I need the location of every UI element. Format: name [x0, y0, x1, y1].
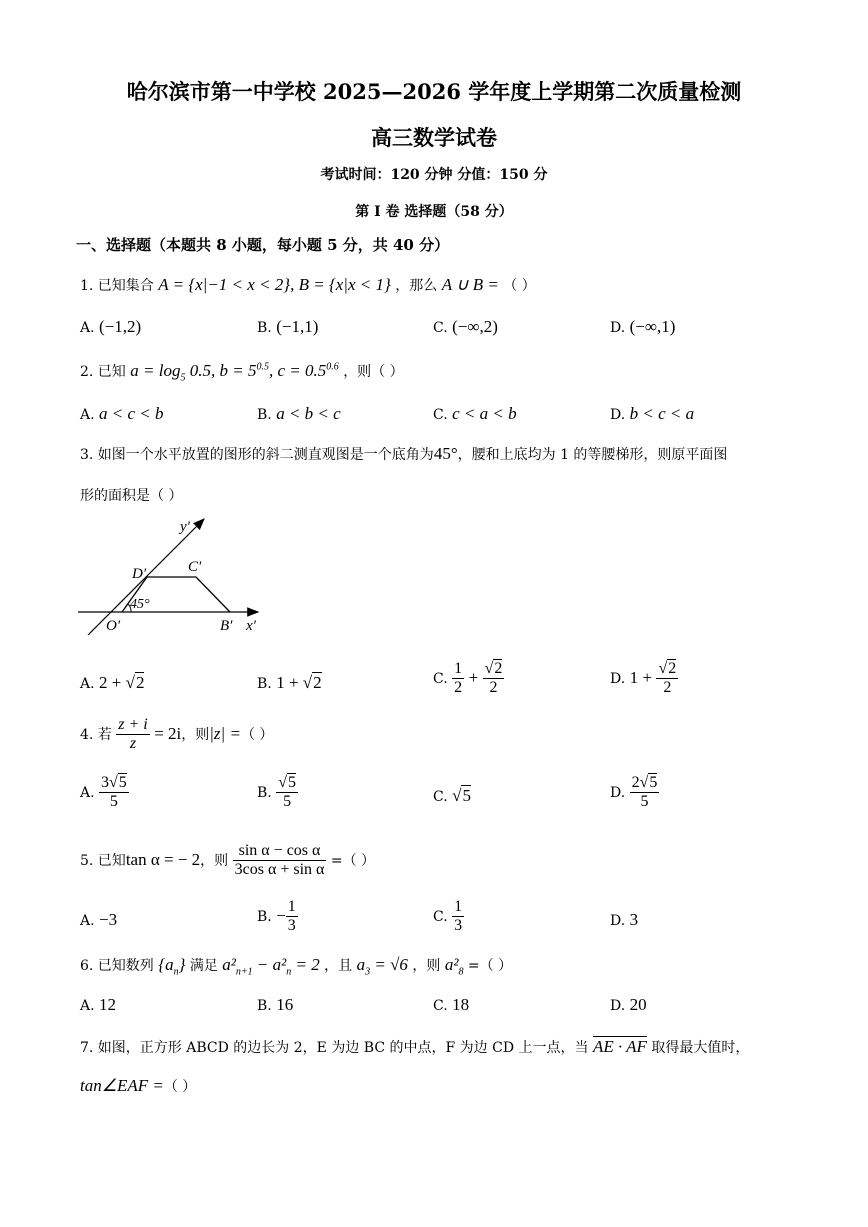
question-4: 4. 若 $\frac{z + i}{z}$ = 2i，则|z| =（ ）: [80, 716, 274, 753]
q5-option-d: D. 3: [610, 910, 639, 929]
question-1: [80, 275, 536, 295]
label-C: C′: [188, 559, 202, 575]
label-D: D′: [132, 566, 147, 582]
q4-option-b: B. $\frac{√5}{5}$: [257, 774, 296, 811]
q1-mid: ，那么: [395, 278, 438, 294]
part-title: 第 I 卷 选择题（58 分）: [355, 204, 513, 220]
q2-option-b: B. a < b < c: [257, 404, 341, 423]
q4-option-c: C. √5: [433, 786, 471, 805]
label-O: O′: [106, 618, 121, 634]
question-6: 6. 已知数列 $\{a_n\}$ 满足 $a^2_{n+1} - a^2_n = 2$ ，且 $a_3 = √6$ ，则 $a^2_8$ =（ ）: [80, 955, 513, 978]
q1-suffix: （ ）: [503, 278, 536, 294]
q4-option-d: D. $\frac{2√5}{5}$: [610, 774, 658, 811]
exam-subtitle: 高三数学试卷: [371, 125, 497, 150]
q6-option-c: C. 18: [433, 995, 470, 1014]
section-heading: 一、选择题（本题共 8 小题，每小题 5 分，共 40 分）: [76, 236, 450, 254]
q1-expr: A = {x|−1 < x < 2}, B = {x|x < 1}: [158, 275, 391, 294]
label-B: B′: [220, 618, 233, 634]
q2-option-c: C. c < a < b: [433, 404, 517, 423]
q3-option-c: C. $\frac{1}{2}$ + $\frac{√2}{2}$: [433, 660, 503, 697]
x-axis-label: x′: [246, 618, 256, 634]
q6-option-d: D. 20: [610, 995, 647, 1014]
exam-title: 哈尔滨市第一中学校 2025—2026 学年度上学期第二次质量检测: [126, 79, 742, 104]
exam-info: 考试时间：120 分钟 分值：150 分: [320, 167, 548, 183]
q5-option-b: B. − $\frac{1}{3}$: [257, 898, 296, 935]
q4-option-a: A. $\frac{3√5}{5}$: [80, 774, 127, 811]
oblique-trapezoid-figure: [70, 510, 270, 635]
question-5: 5. 已知tan α = − 2，则 $\frac{\text{sin α − cos α}}{\text{3cos α + sin α}}$ =（ ）: [80, 842, 376, 879]
q5-option-a: A. −3: [80, 910, 118, 929]
q2-option-a: A. a < c < b: [80, 404, 164, 423]
q6-option-b: B. 16: [257, 995, 294, 1014]
question-7-line2: tan∠EAF =（ ）: [80, 1076, 197, 1095]
q6-option-a: A. 12: [80, 995, 117, 1014]
angle-label: 45°: [130, 597, 150, 612]
q1-option-d: D. (−∞,1): [610, 317, 676, 336]
question-7: 7. 如图，正方形 ABCD 的边长为 2，E 为边 BC 的中点，F 为边 CD 上一点，当 AE · AF 取得最大值时，: [80, 1037, 750, 1056]
question-3: 3. 如图一个水平放置的图形的斜二测直观图是一个底角为45°，腰和上底均为 1 的等腰梯形，则原平面图: [80, 444, 728, 463]
q3-option-b: B. 1 + √2: [257, 673, 322, 692]
q1-expr2: A ∪ B =: [441, 275, 499, 294]
q5-option-c: C. $\frac{1}{3}$: [433, 898, 463, 935]
q1-option-b: B. (−1,1): [257, 317, 319, 336]
q1-option-c: C. (−∞,2): [433, 317, 498, 336]
question-2: 2. 已知 $a = \log_5 0.5$, $b = 5^{0.5}$, $c = 0.5^{0.6}$ ，则（ ）: [80, 361, 404, 384]
y-axis-label: y′: [180, 519, 190, 535]
q1-option-a: A. (−1,2): [80, 317, 142, 336]
q1-prefix: 1. 已知集合: [80, 278, 154, 294]
q3-option-a: A. 2 + √2: [80, 673, 145, 692]
q3-option-d: D. 1 + $\frac{√2}{2}$: [610, 660, 677, 697]
question-3-line2: 形的面积是（ ）: [80, 488, 183, 504]
q2-option-d: D. b < c < a: [610, 404, 695, 423]
